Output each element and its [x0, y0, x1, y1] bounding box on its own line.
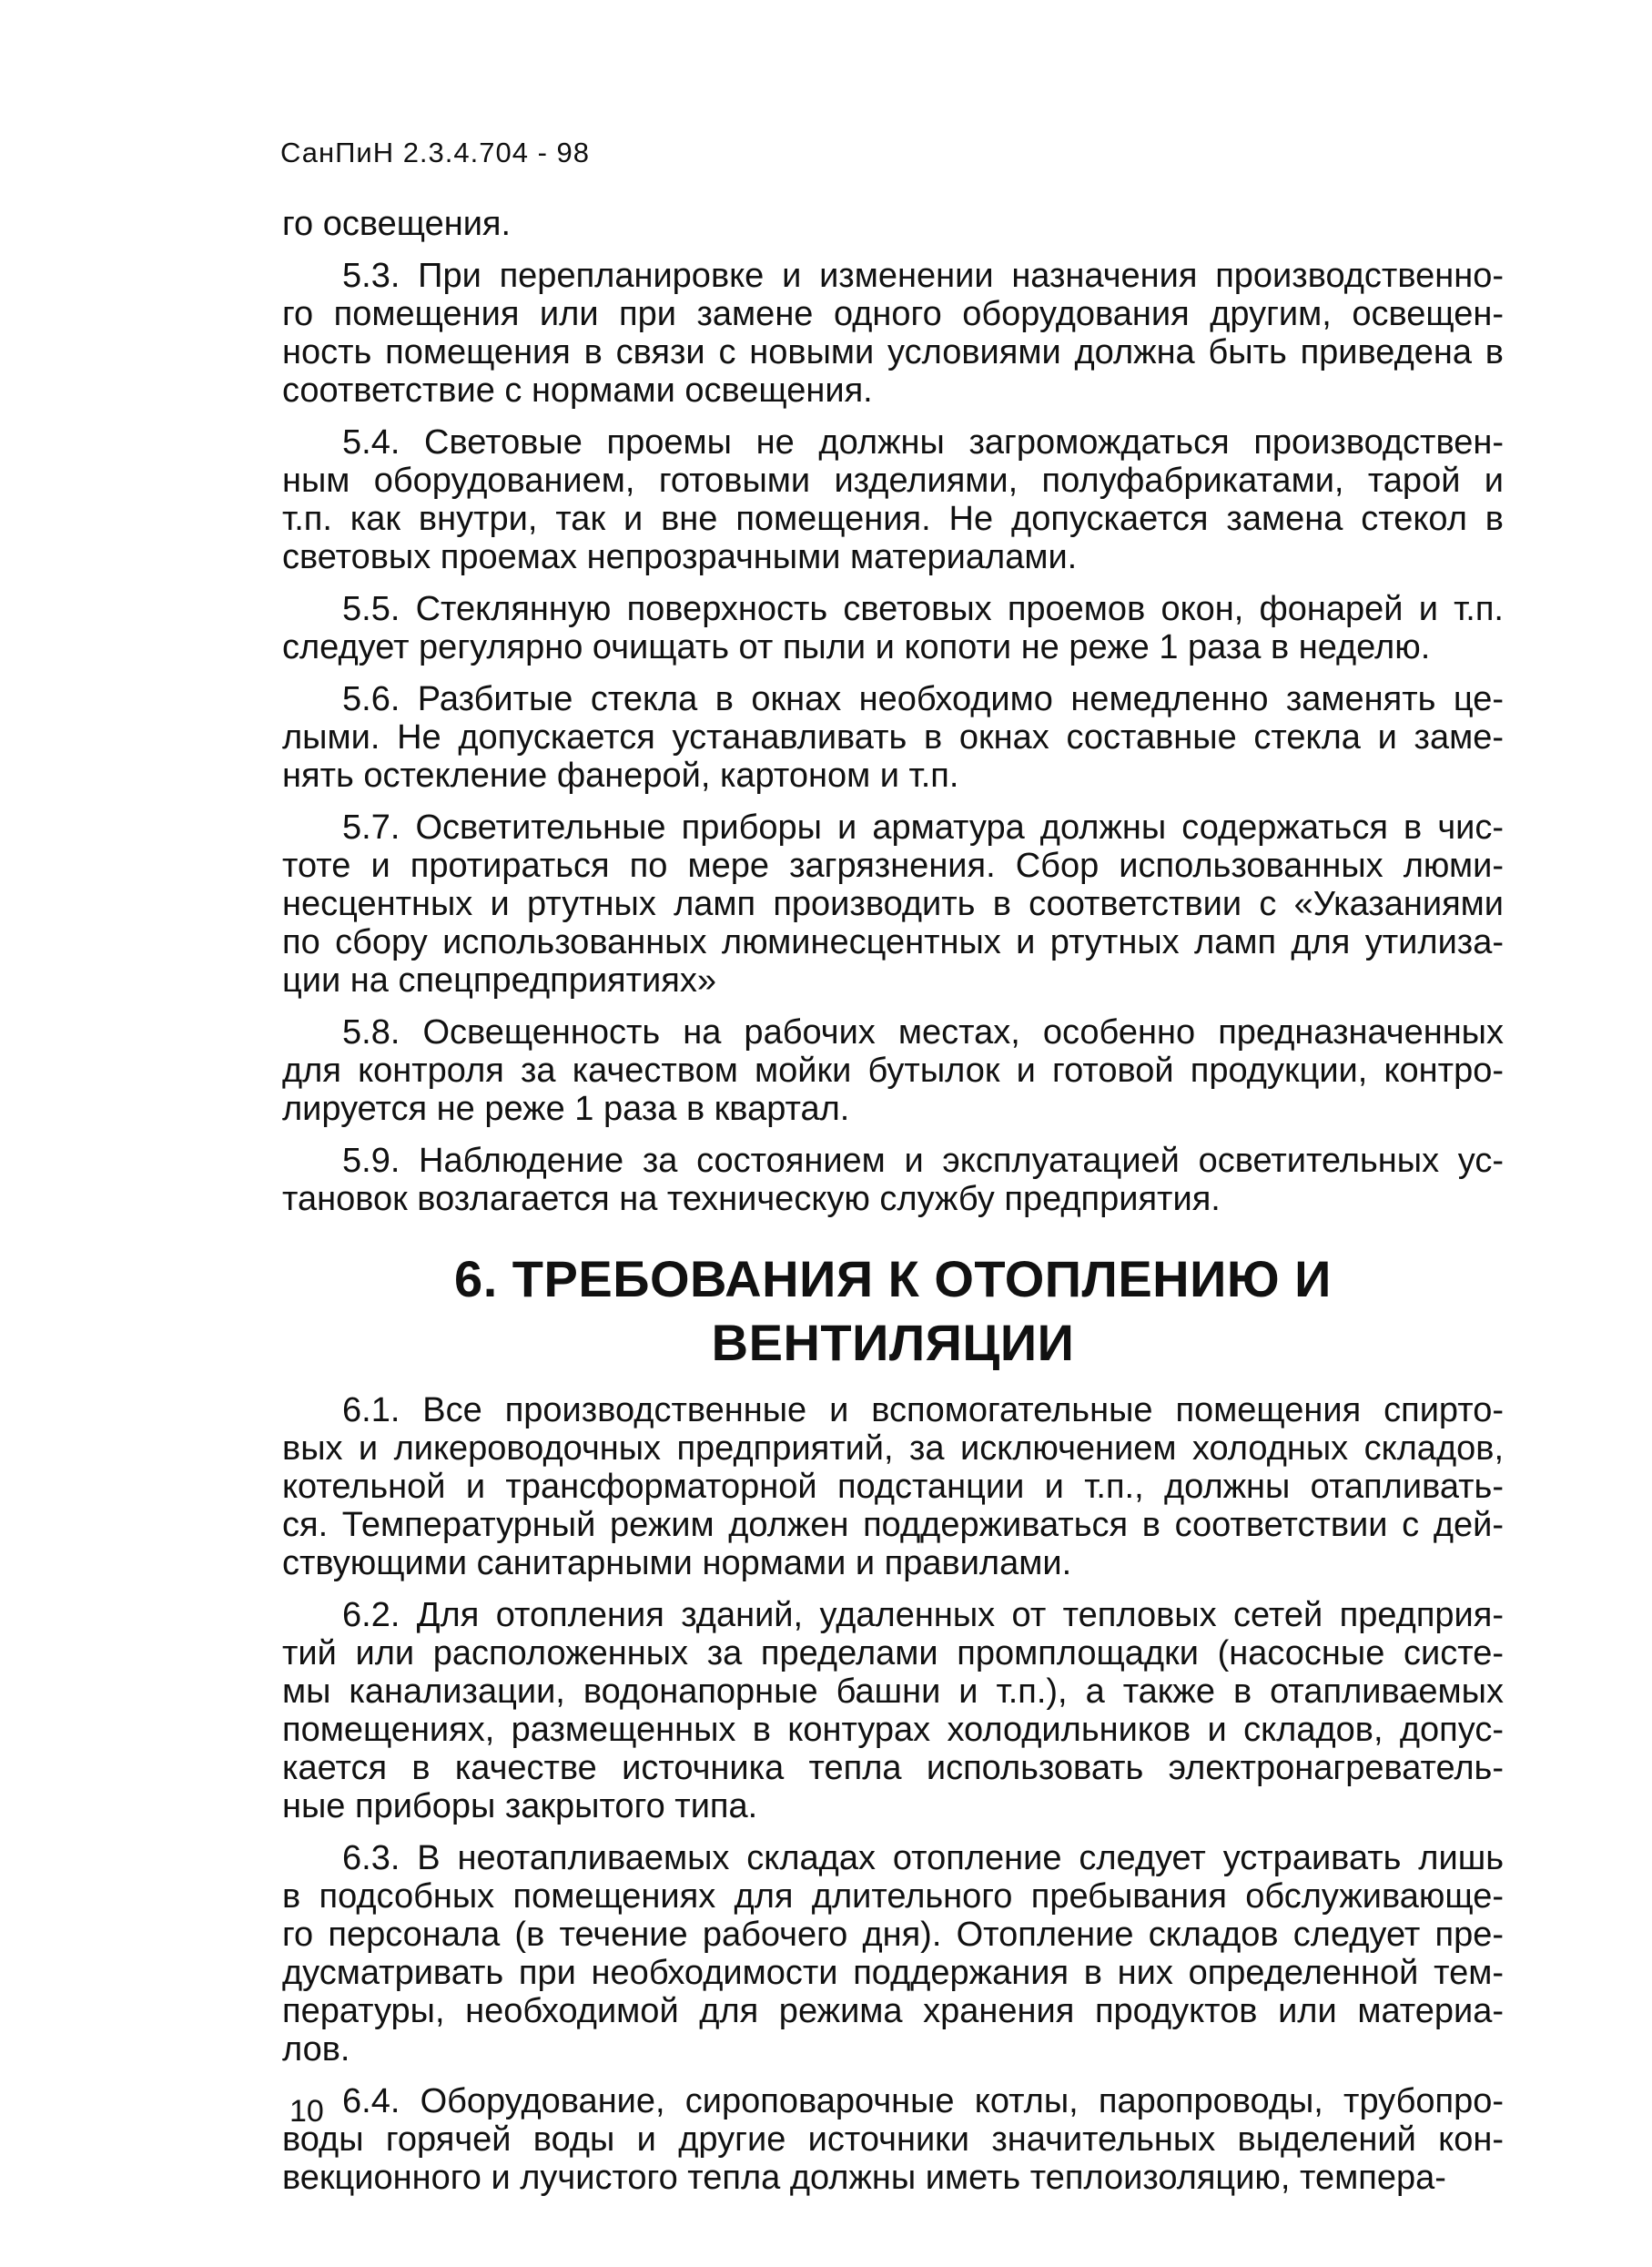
text-line: котельной и трансформаторной подстанции и т.п., должны отапливать-: [282, 1468, 1504, 1506]
text-line: пературы, необходимой для режима хранения продуктов или материа-: [282, 1992, 1504, 2030]
text-line: 5.7. Осветительные приборы и арматура должны содержаться в чис-: [342, 808, 1504, 847]
paragraph: [282, 1596, 1504, 1825]
text-line: ствующими санитарными нормами и правилами.: [282, 1544, 1072, 1582]
text-line: соответствие с нормами освещения.: [282, 371, 873, 410]
text-line: несцентных и ртутных ламп производить в соответствии с «Указаниями: [282, 885, 1504, 923]
text-line: в подсобных помещениях для длительного пребывания обслуживающе-: [282, 1877, 1504, 1916]
text-line: воды горячей воды и другие источники значительных выделений кон-: [282, 2120, 1504, 2159]
text-line: го персонала (в течение рабочего дня). Отопление складов следует пре-: [282, 1916, 1504, 1954]
text-line: мы канализации, водонапорные башни и т.п.), а также в отапливаемых: [282, 1672, 1504, 1711]
text-line: световых проемах непрозрачными материалами.: [282, 538, 1078, 576]
section-6-heading: 6. ТРЕБОВАНИЯ К ОТОПЛЕНИЮ И ВЕНТИЛЯЦИИ: [454, 1250, 1332, 1371]
text-line: ции на спецпредприятиях»: [282, 961, 716, 1000]
text-line: следует регулярно очищать от пыли и копоти не реже 1 раза в неделю.: [282, 628, 1431, 666]
paragraph: [282, 423, 1504, 576]
text-line: лируется не реже 1 раза в квартал.: [282, 1090, 850, 1128]
text-line: тоте и протираться по мере загрязнения. Сбор использованных люми-: [282, 847, 1504, 885]
text-line: 6.1. Все производственные и вспомогательные помещения спирто-: [342, 1391, 1504, 1429]
text-line: ные приборы закрытого типа.: [282, 1787, 758, 1825]
text-line: дусматривать при необходимости поддержания в них определенной тем-: [282, 1954, 1504, 1992]
running-header: СанПиН 2.3.4.704 - 98: [280, 137, 591, 168]
text-line: нять остекление фанерой, картоном и т.п.: [282, 757, 959, 795]
section-5: [282, 205, 1504, 1218]
paragraph: [282, 2082, 1504, 2197]
text-line: тановок возлагается на техническую службу предприятия.: [282, 1180, 1221, 1218]
text-line: векционного и лучистого тепла должны иметь теплоизоляцию, темпера-: [282, 2159, 1446, 2197]
paragraph: [282, 1013, 1504, 1128]
paragraph: [282, 257, 1504, 410]
text-line: для контроля за качеством мойки бутылок и готовой продукции, контро-: [282, 1052, 1504, 1090]
text-line: 6.3. В неотапливаемых складах отопление следует устраивать лишь: [342, 1839, 1504, 1877]
paragraph-continuation: [282, 205, 1504, 243]
body-text: [282, 205, 1504, 2197]
text-line: 5.5. Стеклянную поверхность световых проемов окон, фонарей и т.п.: [342, 590, 1504, 628]
text-line: 5.3. При перепланировке и изменении назначения производственно-: [342, 257, 1504, 295]
paragraph: [282, 680, 1504, 795]
text-line: по сбору использованных люминесцентных и ртутных ламп для утилиза-: [282, 923, 1504, 961]
text-line: кается в качестве источника тепла использовать электронагреватель-: [282, 1749, 1504, 1787]
paragraph: [282, 1839, 1504, 2069]
text-line: 6.4. Оборудование, сироповарочные котлы, паропроводы, трубопро-: [342, 2082, 1504, 2120]
text-line: 6.2. Для отопления зданий, удаленных от тепловых сетей предприя-: [342, 1596, 1504, 1634]
paragraph: [282, 1142, 1504, 1218]
text-line: ся. Температурный режим должен поддерживаться в соответствии с дей-: [282, 1506, 1504, 1544]
text-line: лыми. Не допускается устанавливать в окнах составные стекла и заме-: [282, 718, 1504, 757]
paragraph: [282, 1391, 1504, 1582]
text-line: лов.: [282, 2030, 350, 2069]
text-line: го освещения.: [282, 205, 512, 243]
text-line: тий или расположенных за пределами промплощадки (насосные систе-: [282, 1634, 1504, 1672]
text-line: 5.8. Освещенность на рабочих местах, особенно предназначенных: [342, 1013, 1504, 1052]
text-line: т.п. как внутри, так и вне помещения. Не допускается замена стекол в: [282, 500, 1504, 538]
paragraph: [282, 808, 1504, 1000]
text-line: ность помещения в связи с новыми условиями должна быть приведена в: [282, 333, 1504, 371]
page-number: 10: [289, 2094, 324, 2129]
text-line: вых и ликероводочных предприятий, за исключением холодных складов,: [282, 1429, 1504, 1468]
text-line: помещениях, размещенных в контурах холодильников и складов, допус-: [282, 1711, 1504, 1749]
text-line: 5.6. Разбитые стекла в окнах необходимо немедленно заменять це-: [342, 680, 1504, 718]
text-line: 5.9. Наблюдение за состоянием и эксплуатацией осветительных ус-: [342, 1142, 1504, 1180]
section-6: [282, 1391, 1504, 2197]
text-line: ным оборудованием, готовыми изделиями, полуфабрикатами, тарой и: [282, 462, 1504, 500]
paragraph: [282, 590, 1504, 666]
text-line: го помещения или при замене одного оборудования другим, освещен-: [282, 295, 1504, 333]
text-line: 5.4. Световые проемы не должны загромождаться производствен-: [342, 423, 1504, 462]
